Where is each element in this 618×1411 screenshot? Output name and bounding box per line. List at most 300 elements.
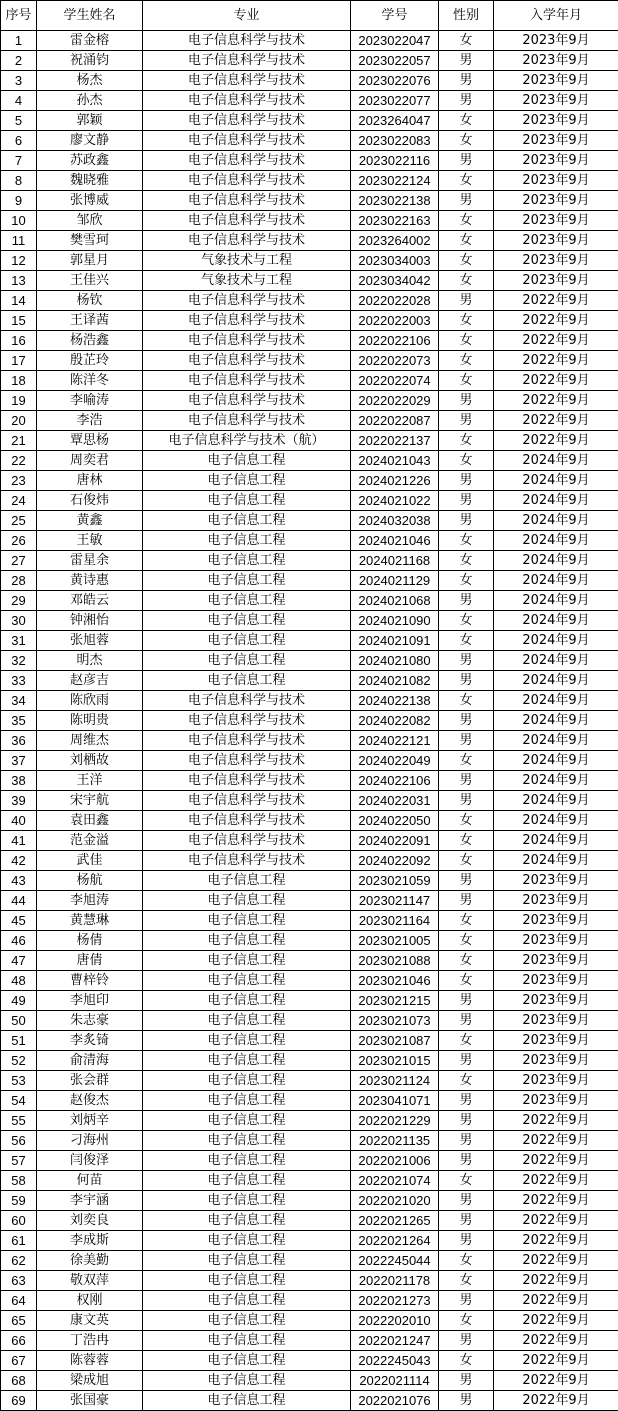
cell-major: 电子信息工程 bbox=[143, 1031, 351, 1051]
cell-student-name: 苏政鑫 bbox=[37, 151, 143, 171]
cell-student-name: 覃思杨 bbox=[37, 431, 143, 451]
cell-enrollment-date: 2022年9月 bbox=[494, 371, 618, 391]
table-row bbox=[1, 1211, 618, 1231]
cell-student-id: 2023022138 bbox=[351, 191, 439, 211]
cell-student-id: 2023021164 bbox=[351, 911, 439, 931]
cell-gender: 女 bbox=[439, 851, 494, 871]
cell-gender: 男 bbox=[439, 391, 494, 411]
cell-index: 60 bbox=[1, 1211, 37, 1231]
cell-gender: 男 bbox=[439, 731, 494, 751]
table-row bbox=[1, 991, 618, 1011]
cell-index: 13 bbox=[1, 271, 37, 291]
cell-enrollment-date: 2022年9月 bbox=[494, 1211, 618, 1231]
cell-gender: 女 bbox=[439, 611, 494, 631]
cell-index: 20 bbox=[1, 411, 37, 431]
cell-enrollment-date: 2024年9月 bbox=[494, 751, 618, 771]
cell-major: 电子信息工程 bbox=[143, 1171, 351, 1191]
cell-enrollment-date: 2022年9月 bbox=[494, 1191, 618, 1211]
cell-student-name: 宋宇航 bbox=[37, 791, 143, 811]
cell-student-id: 2022022137 bbox=[351, 431, 439, 451]
cell-major: 电子信息科学与技术 bbox=[143, 211, 351, 231]
cell-student-name: 黄慧琳 bbox=[37, 911, 143, 931]
cell-enrollment-date: 2022年9月 bbox=[494, 1251, 618, 1271]
cell-gender: 男 bbox=[439, 1011, 494, 1031]
cell-enrollment-date: 2024年9月 bbox=[494, 551, 618, 571]
table-row bbox=[1, 951, 618, 971]
table-row bbox=[1, 131, 618, 151]
cell-major: 电子信息工程 bbox=[143, 1071, 351, 1091]
cell-index: 44 bbox=[1, 891, 37, 911]
table-row bbox=[1, 871, 618, 891]
cell-index: 38 bbox=[1, 771, 37, 791]
cell-index: 58 bbox=[1, 1171, 37, 1191]
cell-student-id: 2022022106 bbox=[351, 331, 439, 351]
cell-index: 14 bbox=[1, 291, 37, 311]
cell-major: 电子信息科学与技术 bbox=[143, 131, 351, 151]
cell-index: 46 bbox=[1, 931, 37, 951]
table-row bbox=[1, 1131, 618, 1151]
cell-student-name: 明杰 bbox=[37, 651, 143, 671]
cell-enrollment-date: 2024年9月 bbox=[494, 851, 618, 871]
table-row bbox=[1, 1171, 618, 1191]
cell-gender: 男 bbox=[439, 91, 494, 111]
cell-enrollment-date: 2023年9月 bbox=[494, 251, 618, 271]
cell-student-name: 周奕君 bbox=[37, 451, 143, 471]
table-body bbox=[1, 31, 618, 1411]
cell-index: 55 bbox=[1, 1111, 37, 1131]
cell-student-id: 2024021080 bbox=[351, 651, 439, 671]
cell-enrollment-date: 2024年9月 bbox=[494, 731, 618, 751]
cell-index: 29 bbox=[1, 591, 37, 611]
cell-enrollment-date: 2022年9月 bbox=[494, 1151, 618, 1171]
cell-student-name: 张会群 bbox=[37, 1071, 143, 1091]
cell-major: 电子信息工程 bbox=[143, 1151, 351, 1171]
header-gender: 性别 bbox=[439, 1, 494, 31]
cell-enrollment-date: 2023年9月 bbox=[494, 131, 618, 151]
cell-student-id: 2022021273 bbox=[351, 1291, 439, 1311]
table-row bbox=[1, 851, 618, 871]
table-row bbox=[1, 1111, 618, 1131]
cell-student-id: 2022022073 bbox=[351, 351, 439, 371]
cell-gender: 女 bbox=[439, 31, 494, 51]
cell-student-id: 2022022003 bbox=[351, 311, 439, 331]
cell-major: 电子信息科学与技术 bbox=[143, 371, 351, 391]
table-row bbox=[1, 751, 618, 771]
cell-student-id: 2023021215 bbox=[351, 991, 439, 1011]
table-row bbox=[1, 1051, 618, 1071]
cell-enrollment-date: 2022年9月 bbox=[494, 1131, 618, 1151]
cell-student-name: 李旭印 bbox=[37, 991, 143, 1011]
cell-student-name: 杨航 bbox=[37, 871, 143, 891]
cell-enrollment-date: 2024年9月 bbox=[494, 811, 618, 831]
cell-student-id: 2023034042 bbox=[351, 271, 439, 291]
cell-student-name: 李旭涛 bbox=[37, 891, 143, 911]
cell-index: 34 bbox=[1, 691, 37, 711]
table-row bbox=[1, 791, 618, 811]
cell-gender: 男 bbox=[439, 791, 494, 811]
cell-student-id: 2024022091 bbox=[351, 831, 439, 851]
cell-enrollment-date: 2023年9月 bbox=[494, 111, 618, 131]
cell-student-name: 范金溢 bbox=[37, 831, 143, 851]
cell-major: 电子信息科学与技术 bbox=[143, 51, 351, 71]
cell-major: 电子信息科学与技术 bbox=[143, 711, 351, 731]
cell-major: 电子信息工程 bbox=[143, 651, 351, 671]
cell-index: 32 bbox=[1, 651, 37, 671]
cell-student-id: 2024021022 bbox=[351, 491, 439, 511]
cell-student-id: 2022021264 bbox=[351, 1231, 439, 1251]
cell-student-name: 樊雪珂 bbox=[37, 231, 143, 251]
header-enrollment-date: 入学年月 bbox=[494, 1, 618, 31]
cell-index: 16 bbox=[1, 331, 37, 351]
cell-student-id: 2022021074 bbox=[351, 1171, 439, 1191]
cell-enrollment-date: 2024年9月 bbox=[494, 531, 618, 551]
cell-gender: 男 bbox=[439, 1211, 494, 1231]
cell-gender: 男 bbox=[439, 151, 494, 171]
cell-student-name: 王洋 bbox=[37, 771, 143, 791]
cell-gender: 女 bbox=[439, 1171, 494, 1191]
cell-enrollment-date: 2023年9月 bbox=[494, 71, 618, 91]
cell-student-name: 何苗 bbox=[37, 1171, 143, 1191]
cell-major: 电子信息科学与技术 bbox=[143, 851, 351, 871]
table-row bbox=[1, 1291, 618, 1311]
cell-student-id: 2022022087 bbox=[351, 411, 439, 431]
table-row bbox=[1, 691, 618, 711]
cell-gender: 女 bbox=[439, 571, 494, 591]
cell-enrollment-date: 2022年9月 bbox=[494, 1231, 618, 1251]
cell-index: 15 bbox=[1, 311, 37, 331]
cell-student-id: 2024021068 bbox=[351, 591, 439, 611]
table-row bbox=[1, 671, 618, 691]
cell-enrollment-date: 2024年9月 bbox=[494, 691, 618, 711]
cell-major: 电子信息科学与技术 bbox=[143, 231, 351, 251]
cell-student-name: 李浩 bbox=[37, 411, 143, 431]
cell-student-id: 2023021073 bbox=[351, 1011, 439, 1031]
cell-major: 电子信息工程 bbox=[143, 911, 351, 931]
cell-gender: 男 bbox=[439, 891, 494, 911]
cell-student-id: 2024021168 bbox=[351, 551, 439, 571]
cell-gender: 男 bbox=[439, 411, 494, 431]
cell-major: 电子信息工程 bbox=[143, 611, 351, 631]
cell-gender: 男 bbox=[439, 291, 494, 311]
cell-gender: 女 bbox=[439, 1031, 494, 1051]
cell-major: 电子信息工程 bbox=[143, 891, 351, 911]
cell-student-id: 2022245043 bbox=[351, 1351, 439, 1371]
cell-major: 电子信息工程 bbox=[143, 1231, 351, 1251]
cell-major: 电子信息工程 bbox=[143, 551, 351, 571]
cell-index: 62 bbox=[1, 1251, 37, 1271]
cell-gender: 女 bbox=[439, 1271, 494, 1291]
cell-enrollment-date: 2022年9月 bbox=[494, 411, 618, 431]
cell-gender: 女 bbox=[439, 431, 494, 451]
table-row bbox=[1, 371, 618, 391]
cell-index: 68 bbox=[1, 1371, 37, 1391]
cell-gender: 男 bbox=[439, 1291, 494, 1311]
cell-student-id: 2023021124 bbox=[351, 1071, 439, 1091]
cell-student-id: 2024022138 bbox=[351, 691, 439, 711]
cell-gender: 男 bbox=[439, 1331, 494, 1351]
cell-gender: 女 bbox=[439, 951, 494, 971]
cell-enrollment-date: 2023年9月 bbox=[494, 211, 618, 231]
cell-enrollment-date: 2023年9月 bbox=[494, 911, 618, 931]
cell-student-id: 2022021076 bbox=[351, 1391, 439, 1411]
table-row bbox=[1, 191, 618, 211]
cell-gender: 女 bbox=[439, 271, 494, 291]
cell-major: 电子信息科学与技术 bbox=[143, 31, 351, 51]
cell-major: 电子信息工程 bbox=[143, 591, 351, 611]
cell-student-name: 赵彦吉 bbox=[37, 671, 143, 691]
cell-student-name: 陈明贵 bbox=[37, 711, 143, 731]
cell-major: 电子信息科学与技术（航） bbox=[143, 431, 351, 451]
cell-gender: 男 bbox=[439, 1111, 494, 1131]
cell-student-name: 王敏 bbox=[37, 531, 143, 551]
table-row bbox=[1, 1251, 618, 1271]
cell-major: 电子信息科学与技术 bbox=[143, 291, 351, 311]
table-row bbox=[1, 251, 618, 271]
cell-student-name: 王佳兴 bbox=[37, 271, 143, 291]
cell-student-id: 2023022057 bbox=[351, 51, 439, 71]
cell-major: 电子信息工程 bbox=[143, 471, 351, 491]
cell-index: 19 bbox=[1, 391, 37, 411]
cell-student-id: 2024022106 bbox=[351, 771, 439, 791]
cell-enrollment-date: 2024年9月 bbox=[494, 451, 618, 471]
table-row bbox=[1, 1071, 618, 1091]
cell-index: 7 bbox=[1, 151, 37, 171]
cell-index: 57 bbox=[1, 1151, 37, 1171]
table-row bbox=[1, 51, 618, 71]
cell-gender: 男 bbox=[439, 491, 494, 511]
cell-enrollment-date: 2024年9月 bbox=[494, 771, 618, 791]
cell-enrollment-date: 2023年9月 bbox=[494, 51, 618, 71]
cell-gender: 女 bbox=[439, 931, 494, 951]
cell-enrollment-date: 2022年9月 bbox=[494, 431, 618, 451]
cell-student-id: 2023021059 bbox=[351, 871, 439, 891]
table-row bbox=[1, 391, 618, 411]
table-row bbox=[1, 811, 618, 831]
cell-student-name: 黄诗惠 bbox=[37, 571, 143, 591]
cell-student-id: 2024021090 bbox=[351, 611, 439, 631]
cell-major: 电子信息科学与技术 bbox=[143, 151, 351, 171]
cell-major: 电子信息工程 bbox=[143, 1351, 351, 1371]
table-row bbox=[1, 1271, 618, 1291]
cell-student-name: 钟湘怡 bbox=[37, 611, 143, 631]
cell-student-name: 权刚 bbox=[37, 1291, 143, 1311]
table-row bbox=[1, 1091, 618, 1111]
table-row bbox=[1, 1011, 618, 1031]
cell-index: 47 bbox=[1, 951, 37, 971]
cell-index: 12 bbox=[1, 251, 37, 271]
cell-gender: 女 bbox=[439, 691, 494, 711]
cell-index: 40 bbox=[1, 811, 37, 831]
cell-student-id: 2022202010 bbox=[351, 1311, 439, 1331]
table-row bbox=[1, 31, 618, 51]
cell-major: 电子信息科学与技术 bbox=[143, 351, 351, 371]
cell-enrollment-date: 2022年9月 bbox=[494, 1311, 618, 1331]
cell-enrollment-date: 2023年9月 bbox=[494, 31, 618, 51]
cell-gender: 男 bbox=[439, 511, 494, 531]
cell-major: 气象技术与工程 bbox=[143, 271, 351, 291]
cell-enrollment-date: 2024年9月 bbox=[494, 711, 618, 731]
cell-student-name: 杨倩 bbox=[37, 931, 143, 951]
cell-gender: 女 bbox=[439, 211, 494, 231]
cell-enrollment-date: 2024年9月 bbox=[494, 831, 618, 851]
cell-gender: 男 bbox=[439, 591, 494, 611]
table-row bbox=[1, 571, 618, 591]
cell-gender: 男 bbox=[439, 1091, 494, 1111]
cell-enrollment-date: 2023年9月 bbox=[494, 1071, 618, 1091]
cell-student-id: 2024022092 bbox=[351, 851, 439, 871]
cell-index: 9 bbox=[1, 191, 37, 211]
cell-major: 电子信息工程 bbox=[143, 1191, 351, 1211]
table-row bbox=[1, 1351, 618, 1371]
cell-gender: 男 bbox=[439, 51, 494, 71]
cell-index: 26 bbox=[1, 531, 37, 551]
cell-student-id: 2023021147 bbox=[351, 891, 439, 911]
table-row bbox=[1, 1151, 618, 1171]
table-row bbox=[1, 491, 618, 511]
cell-index: 11 bbox=[1, 231, 37, 251]
cell-enrollment-date: 2024年9月 bbox=[494, 571, 618, 591]
cell-major: 电子信息科学与技术 bbox=[143, 111, 351, 131]
header-student-name: 学生姓名 bbox=[37, 1, 143, 31]
cell-gender: 女 bbox=[439, 351, 494, 371]
table-row bbox=[1, 1031, 618, 1051]
cell-student-id: 2024022082 bbox=[351, 711, 439, 731]
cell-index: 45 bbox=[1, 911, 37, 931]
cell-index: 53 bbox=[1, 1071, 37, 1091]
cell-student-name: 王译茜 bbox=[37, 311, 143, 331]
cell-index: 35 bbox=[1, 711, 37, 731]
cell-student-id: 2023034003 bbox=[351, 251, 439, 271]
cell-student-name: 敬双萍 bbox=[37, 1271, 143, 1291]
cell-gender: 男 bbox=[439, 991, 494, 1011]
cell-enrollment-date: 2023年9月 bbox=[494, 931, 618, 951]
table-row bbox=[1, 311, 618, 331]
cell-student-name: 雷金榕 bbox=[37, 31, 143, 51]
cell-enrollment-date: 2023年9月 bbox=[494, 151, 618, 171]
cell-student-id: 2022022028 bbox=[351, 291, 439, 311]
cell-index: 39 bbox=[1, 791, 37, 811]
cell-enrollment-date: 2024年9月 bbox=[494, 631, 618, 651]
cell-gender: 女 bbox=[439, 1351, 494, 1371]
cell-student-id: 2022021020 bbox=[351, 1191, 439, 1211]
cell-major: 电子信息工程 bbox=[143, 1131, 351, 1151]
cell-student-name: 陈洋冬 bbox=[37, 371, 143, 391]
cell-major: 电子信息工程 bbox=[143, 671, 351, 691]
table-row bbox=[1, 1391, 618, 1411]
cell-student-name: 唐倩 bbox=[37, 951, 143, 971]
cell-major: 电子信息科学与技术 bbox=[143, 411, 351, 431]
cell-major: 电子信息工程 bbox=[143, 1391, 351, 1411]
cell-enrollment-date: 2023年9月 bbox=[494, 1031, 618, 1051]
cell-student-name: 孙杰 bbox=[37, 91, 143, 111]
table-row bbox=[1, 1311, 618, 1331]
cell-gender: 女 bbox=[439, 231, 494, 251]
cell-student-name: 俞清海 bbox=[37, 1051, 143, 1071]
cell-student-id: 2024021226 bbox=[351, 471, 439, 491]
table-row bbox=[1, 231, 618, 251]
cell-major: 电子信息科学与技术 bbox=[143, 811, 351, 831]
cell-index: 50 bbox=[1, 1011, 37, 1031]
cell-gender: 男 bbox=[439, 871, 494, 891]
cell-student-name: 邓皓云 bbox=[37, 591, 143, 611]
table-row bbox=[1, 471, 618, 491]
cell-student-name: 曹梓铃 bbox=[37, 971, 143, 991]
cell-student-id: 2022021114 bbox=[351, 1371, 439, 1391]
cell-index: 65 bbox=[1, 1311, 37, 1331]
cell-enrollment-date: 2022年9月 bbox=[494, 1371, 618, 1391]
cell-enrollment-date: 2024年9月 bbox=[494, 611, 618, 631]
cell-student-name: 张博威 bbox=[37, 191, 143, 211]
cell-index: 21 bbox=[1, 431, 37, 451]
cell-student-id: 2022021178 bbox=[351, 1271, 439, 1291]
cell-enrollment-date: 2023年9月 bbox=[494, 891, 618, 911]
cell-student-name: 杨杰 bbox=[37, 71, 143, 91]
cell-student-name: 唐林 bbox=[37, 471, 143, 491]
cell-student-id: 2022022029 bbox=[351, 391, 439, 411]
cell-index: 4 bbox=[1, 91, 37, 111]
cell-major: 电子信息工程 bbox=[143, 1371, 351, 1391]
cell-enrollment-date: 2024年9月 bbox=[494, 471, 618, 491]
cell-enrollment-date: 2023年9月 bbox=[494, 971, 618, 991]
cell-major: 电子信息工程 bbox=[143, 1011, 351, 1031]
table-row bbox=[1, 831, 618, 851]
cell-enrollment-date: 2022年9月 bbox=[494, 351, 618, 371]
cell-student-id: 2024021082 bbox=[351, 671, 439, 691]
cell-student-id: 2023022116 bbox=[351, 151, 439, 171]
cell-student-name: 李成斯 bbox=[37, 1231, 143, 1251]
cell-gender: 男 bbox=[439, 191, 494, 211]
table-row bbox=[1, 331, 618, 351]
cell-student-name: 杨钦 bbox=[37, 291, 143, 311]
cell-gender: 男 bbox=[439, 1391, 494, 1411]
cell-index: 18 bbox=[1, 371, 37, 391]
cell-major: 电子信息工程 bbox=[143, 1271, 351, 1291]
cell-student-name: 周维杰 bbox=[37, 731, 143, 751]
cell-index: 10 bbox=[1, 211, 37, 231]
cell-major: 电子信息科学与技术 bbox=[143, 771, 351, 791]
cell-index: 51 bbox=[1, 1031, 37, 1051]
cell-major: 电子信息科学与技术 bbox=[143, 71, 351, 91]
cell-index: 49 bbox=[1, 991, 37, 1011]
cell-gender: 男 bbox=[439, 711, 494, 731]
cell-major: 电子信息科学与技术 bbox=[143, 791, 351, 811]
cell-enrollment-date: 2023年9月 bbox=[494, 191, 618, 211]
table-row bbox=[1, 931, 618, 951]
cell-student-name: 郭颖 bbox=[37, 111, 143, 131]
cell-enrollment-date: 2022年9月 bbox=[494, 1111, 618, 1131]
cell-index: 27 bbox=[1, 551, 37, 571]
table-row bbox=[1, 531, 618, 551]
cell-gender: 男 bbox=[439, 651, 494, 671]
cell-index: 41 bbox=[1, 831, 37, 851]
cell-major: 电子信息科学与技术 bbox=[143, 751, 351, 771]
cell-enrollment-date: 2022年9月 bbox=[494, 1351, 618, 1371]
cell-gender: 女 bbox=[439, 251, 494, 271]
cell-student-id: 2023022076 bbox=[351, 71, 439, 91]
cell-index: 48 bbox=[1, 971, 37, 991]
cell-major: 电子信息工程 bbox=[143, 1211, 351, 1231]
cell-student-id: 2024022121 bbox=[351, 731, 439, 751]
cell-gender: 男 bbox=[439, 1151, 494, 1171]
cell-major: 电子信息科学与技术 bbox=[143, 331, 351, 351]
cell-major: 电子信息工程 bbox=[143, 1051, 351, 1071]
cell-student-name: 雷星余 bbox=[37, 551, 143, 571]
cell-index: 67 bbox=[1, 1351, 37, 1371]
cell-enrollment-date: 2022年9月 bbox=[494, 311, 618, 331]
cell-gender: 女 bbox=[439, 131, 494, 151]
cell-enrollment-date: 2023年9月 bbox=[494, 991, 618, 1011]
cell-student-id: 2022021135 bbox=[351, 1131, 439, 1151]
